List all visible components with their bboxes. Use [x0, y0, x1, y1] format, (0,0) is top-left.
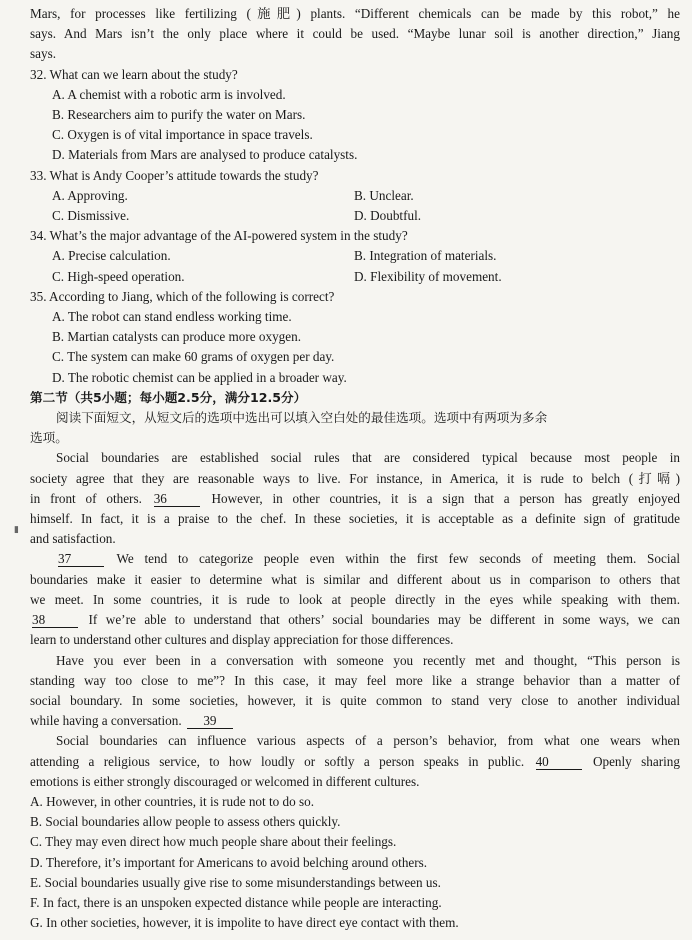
text-fragment: in front of others. — [30, 490, 142, 506]
option-c[interactable]: C. The system can make 60 grams of oxygen per day. — [52, 349, 335, 365]
answer-choices — [30, 792, 680, 933]
question-32 — [30, 65, 680, 166]
option-c[interactable]: C. Dismissive. — [52, 208, 130, 224]
text-fragment: We tend to categorize people even within the first few seconds of meeting them. Social — [116, 551, 681, 567]
question-stem: 34. What’s the major advantage of the AI-powered system in the study? — [30, 228, 408, 244]
option-row — [30, 206, 680, 226]
option-c[interactable]: C. Oxygen is of vital importance in space travels. — [52, 127, 313, 143]
option-d[interactable]: D. Doubtful. — [354, 208, 422, 224]
choice-e[interactable]: E. Social boundaries usually give rise to some misunderstandings between us. — [30, 874, 441, 890]
paragraph-line — [30, 489, 680, 509]
question-stem: 33. What is Andy Cooper’s attitude towards the study? — [30, 167, 319, 183]
option-b[interactable]: B. Integration of materials. — [354, 248, 497, 264]
text-fragment: Openly sharing — [592, 753, 680, 769]
passage-line: says. — [30, 46, 57, 62]
text-fragment: while having a conversation. — [30, 713, 182, 729]
choice-c[interactable]: C. They may even direct how much people share about their feelings. — [30, 834, 397, 850]
section-instruction: 阅读下面短文，从短文后的选项中选出可以填入空白处的最佳选项。选项中有两项为多余 — [56, 410, 548, 426]
option-b[interactable]: B. Unclear. — [354, 187, 414, 203]
paragraph-4 — [30, 731, 680, 792]
paragraph-1 — [30, 448, 680, 549]
option-row — [30, 246, 680, 266]
margin-mark: ▮ — [14, 524, 19, 534]
passage-line: Mars, for processes like fertilizing (施肥) plants. “Different chemicals can be made by this robot,” he — [30, 6, 680, 21]
question-stem: 35. According to Jiang, which of the following is correct? — [30, 288, 335, 304]
section-heading: 第二节（共5小题；每小题2.5分，满分12.5分） — [30, 389, 307, 405]
question-stem: 32. What can we learn about the study? — [30, 66, 238, 82]
choice-g[interactable]: G. In other societies, however, it is impolite to have direct eye contact with them. — [30, 915, 459, 931]
text-fragment: attending a religious service, to how loudly or softly a person speaks in public. — [30, 753, 525, 769]
question-35 — [30, 287, 680, 388]
question-34 — [30, 226, 680, 287]
option-d[interactable]: D. The robotic chemist can be applied in a broader way. — [52, 369, 347, 385]
choice-d[interactable]: D. Therefore, it’s important for Americans to avoid belching around others. — [30, 854, 428, 870]
paragraph-line — [30, 752, 680, 772]
paragraph-line: we meet. In some countries, it is rude to look at people directly in the eyes while speaking with them. — [30, 591, 680, 607]
paragraph-line: Have you ever been in a conversation with someone you recently met and thought, “This person is — [56, 652, 680, 668]
section-instruction: 选项。 — [30, 430, 68, 446]
option-a[interactable]: A. Approving. — [52, 187, 128, 203]
blank-40[interactable]: 40 — [536, 754, 582, 770]
option-b[interactable]: B. Researchers aim to purify the water on Mars. — [52, 107, 306, 123]
blank-37[interactable]: 37 — [58, 551, 104, 567]
paragraph-line: social boundary. In some societies, however, it is quite common to stand very close to another individual — [30, 692, 680, 708]
paragraph-line: Social boundaries can influence various aspects of a person’s behavior, from what one wears when — [56, 733, 680, 749]
text-fragment: However, in other countries, it is a sign that a person has greatly enjoyed — [211, 490, 681, 506]
blank-39[interactable]: 39 — [187, 713, 233, 729]
option-a[interactable]: A. The robot can stand endless working time. — [52, 309, 292, 325]
choice-f[interactable]: F. In fact, there is an unspoken expected distance while people are interacting. — [30, 894, 442, 910]
paragraph-2 — [30, 549, 680, 650]
option-d[interactable]: D. Flexibility of movement. — [354, 268, 502, 284]
option-d[interactable]: D. Materials from Mars are analysed to produce catalysts. — [52, 147, 358, 163]
option-a[interactable]: A. Precise calculation. — [52, 248, 171, 264]
passage-line: says. And Mars isn’t the only place where it could be used. “Maybe lunar soil is another direction,” Jiang — [30, 26, 680, 42]
paragraph-line: emotions is either strongly discouraged or welcomed in different cultures. — [30, 773, 420, 789]
choice-a[interactable]: A. However, in other countries, it is rude not to do so. — [30, 793, 315, 809]
paragraph-line: himself. In fact, it is a praise to the chef. In these societies, it is acceptable as a definite sign of gratitude — [30, 511, 680, 527]
paragraph-line — [30, 711, 680, 731]
paragraph-line: boundaries make it easier to determine what is similar and different about us in comparison to others that — [30, 571, 680, 587]
option-c[interactable]: C. High-speed operation. — [52, 268, 185, 284]
paragraph-line: society agree that they are reasonable ways to live. For instance, in America, it is rude to belch (打嗝) — [30, 470, 680, 486]
paragraph-line: learn to understand other cultures and display appreciation for those differences. — [30, 632, 454, 648]
option-row — [30, 267, 680, 287]
choice-b[interactable]: B. Social boundaries allow people to assess others quickly. — [30, 814, 341, 830]
paragraph-line: and satisfaction. — [30, 531, 116, 547]
option-row — [30, 186, 680, 206]
blank-36[interactable]: 36 — [154, 491, 200, 507]
paragraph-line — [30, 549, 680, 569]
text-fragment: If we’re able to understand that others’ social boundaries may be different in some ways, we can — [88, 612, 681, 628]
paragraph-3 — [30, 651, 680, 732]
paragraph-line — [30, 610, 680, 630]
blank-38[interactable]: 38 — [32, 612, 78, 628]
option-a[interactable]: A. A chemist with a robotic arm is involved. — [52, 86, 286, 102]
paragraph-line: Social boundaries are established social rules that are considered typical because most people in — [56, 450, 680, 466]
question-33 — [30, 166, 680, 227]
paragraph-line: standing way too close to me”? In this case, it may feel more like a strange behavior than a matter of — [30, 672, 680, 688]
option-b[interactable]: B. Martian catalysts can produce more oxygen. — [52, 329, 302, 345]
